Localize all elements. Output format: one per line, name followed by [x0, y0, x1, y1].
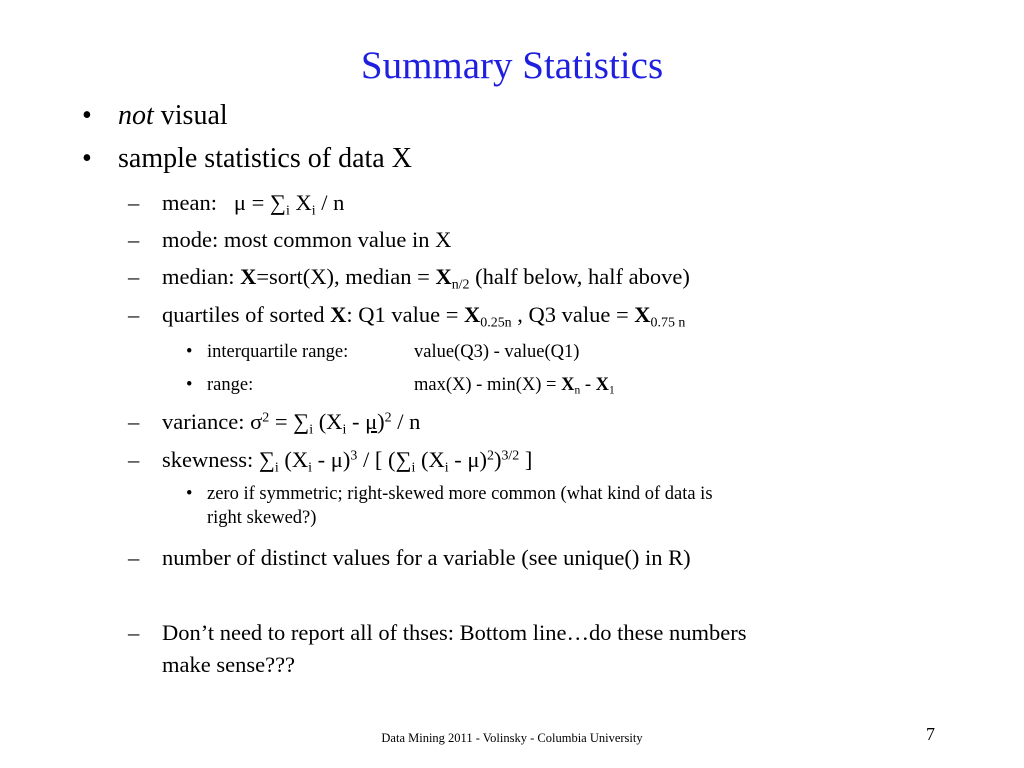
- emphasis-not: not: [118, 100, 154, 131]
- text-visual: visual: [153, 100, 228, 131]
- bullet-text: [118, 100, 228, 132]
- skew-note-line2: right skewed?): [207, 508, 317, 528]
- range-label: range:: [207, 375, 254, 395]
- distinct-text: number of distinct values for a variable (see unique() in R): [162, 545, 691, 570]
- dash-glyph: –: [128, 264, 140, 289]
- dash-glyph: –: [128, 620, 140, 645]
- dash-glyph: –: [128, 227, 140, 252]
- mode-text: mode: most common value in X: [162, 227, 452, 252]
- slide-footer: Data Mining 2011 - Volinsky - Columbia University: [381, 731, 643, 745]
- bullet-glyph: •: [186, 375, 193, 395]
- dash-glyph: –: [128, 545, 140, 570]
- bullet-glyph: •: [186, 484, 193, 504]
- bullet-glyph: •: [186, 342, 193, 362]
- dont-need-line1: Don’t need to report all of thses: Bottom line…do these numbers: [162, 620, 747, 645]
- bullet-glyph: •: [82, 143, 92, 174]
- page-number: 7: [926, 724, 935, 744]
- quartiles-formula: quartiles of sorted X: Q1 value = $X_{0.25n}$ , Q3 value = $X_{0.75 n}$: [162, 302, 686, 331]
- dash-glyph: –: [128, 409, 140, 434]
- variance-formula: variance: $\sigma^2 = \sum_i$ $(X_i - \mu)^2$ / n: [162, 409, 421, 438]
- bullet-glyph: •: [82, 100, 92, 131]
- skewness-formula: skewness: $\sum_i$ $(X_i - \mu)^3$ / [ ($\sum_i$ $(X_i - \mu)^2)^{3/2}$ ]: [162, 447, 533, 476]
- dash-glyph: –: [128, 190, 140, 215]
- dash-glyph: –: [128, 447, 140, 472]
- mean-formula: mean: $\mu = \sum_i$ $X_i$ / n: [162, 190, 345, 219]
- slide-title: Summary Statistics: [360, 44, 664, 87]
- iqr-value: value(Q3) - value(Q1): [414, 342, 580, 362]
- dont-need-line2: make sense???: [162, 652, 296, 677]
- median-formula: median: X=sort(X), median = $X_{n/2}$ (half below, half above): [162, 264, 690, 293]
- iqr-label: interquartile range:: [207, 342, 349, 362]
- dash-glyph: –: [128, 302, 140, 327]
- skew-note-line1: zero if symmetric; right-skewed more common (what kind of data is: [207, 484, 713, 504]
- bullet-text: sample statistics of data X: [118, 143, 412, 174]
- range-value: $\max(X) - \min(X) = X_n - X_1$: [414, 375, 615, 397]
